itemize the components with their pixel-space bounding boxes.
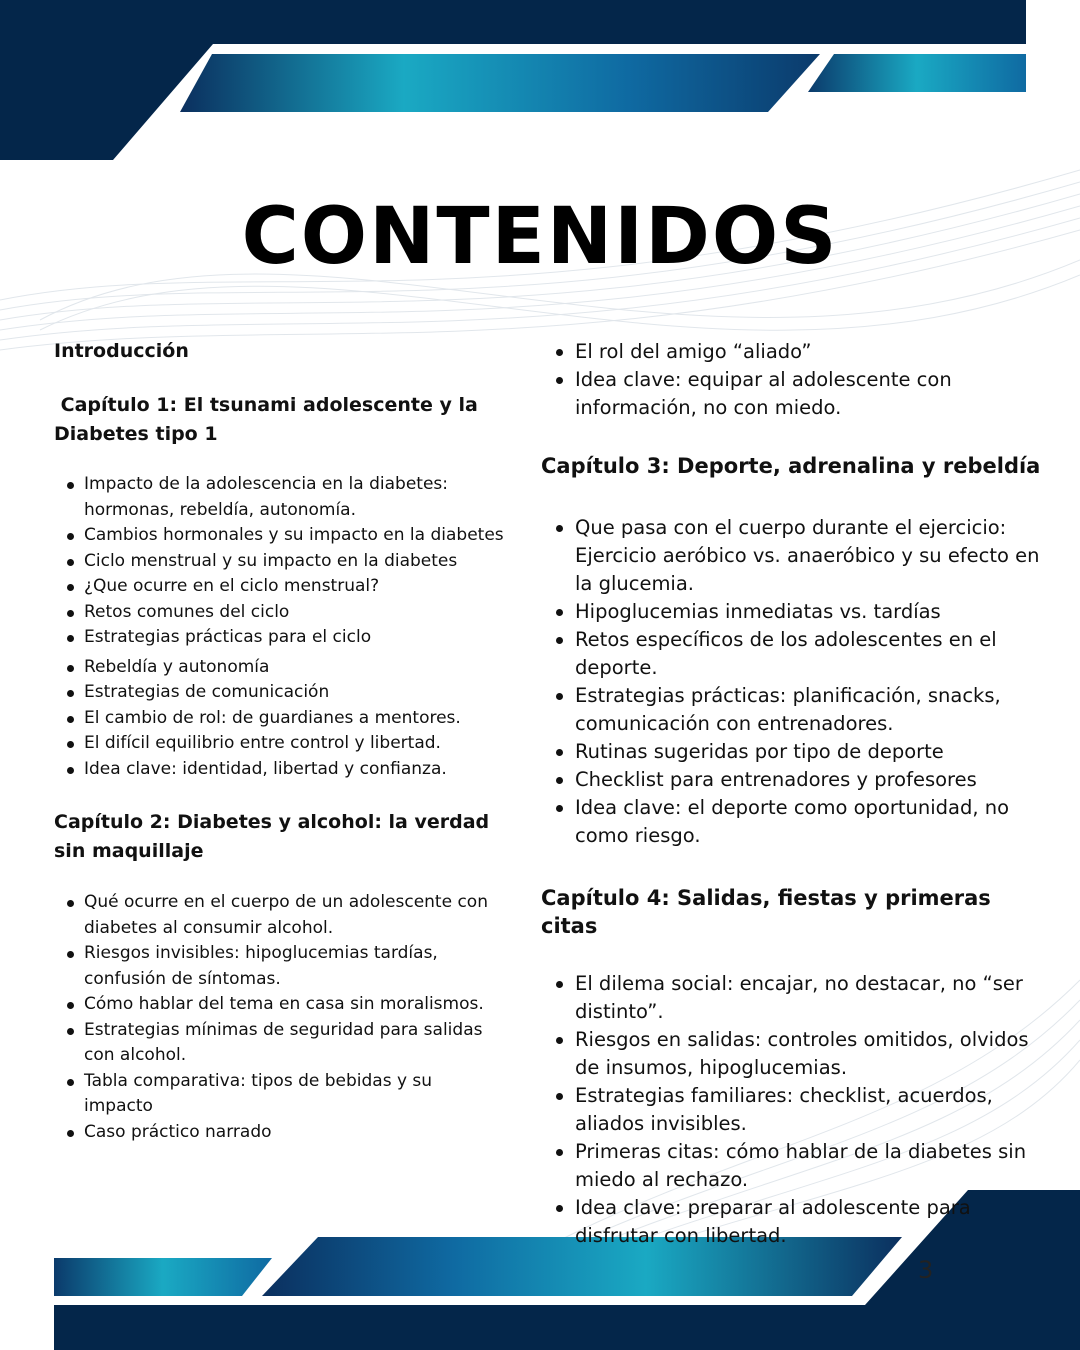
list-item: Estrategias mínimas de seguridad para salidas con alcohol. xyxy=(54,1018,504,1069)
chapter-2-title: Capítulo 2: Diabetes y alcohol: la verdad sin maquillaje xyxy=(54,811,490,862)
list-item: Caso práctico narrado xyxy=(54,1120,504,1146)
list-item: Retos específicos de los adolescentes en el deporte. xyxy=(541,626,1051,682)
chapter-1-title: Capítulo 1: El tsunami adolescente y la Diabetes tipo 1 xyxy=(54,394,485,445)
chapter-3-list xyxy=(541,514,1051,850)
top-gradient-stripe-small xyxy=(808,54,1026,92)
left-column xyxy=(54,338,504,1145)
list-item: Retos comunes del ciclo xyxy=(54,600,504,626)
chapter-4-list xyxy=(541,970,1051,1250)
list-item: Estrategias prácticas: planificación, snacks, comunicación con entrenadores. xyxy=(541,682,1051,738)
right-column xyxy=(541,338,1051,1250)
chapter-2-continued-list xyxy=(541,338,1051,422)
chapter-2-list xyxy=(54,890,504,1145)
list-item: El rol del amigo “aliado” xyxy=(541,338,1051,366)
chapter-4-title: Capítulo 4: Salidas, fiestas y primeras citas xyxy=(541,886,991,938)
list-item: El cambio de rol: de guardianes a mentores. xyxy=(54,706,504,732)
list-item: El dilema social: encajar, no destacar, no “ser distinto”. xyxy=(541,970,1051,1026)
bottom-gradient-stripe-small xyxy=(54,1258,272,1296)
toc-introduction: Introducción xyxy=(54,340,189,362)
list-item: Riesgos invisibles: hipoglucemias tardías, confusión de síntomas. xyxy=(54,941,504,992)
list-item: Qué ocurre en el cuerpo de un adolescente con diabetes al consumir alcohol. xyxy=(54,890,504,941)
list-item: Tabla comparativa: tipos de bebidas y su impacto xyxy=(54,1069,504,1120)
list-item: Idea clave: equipar al adolescente con información, no con miedo. xyxy=(541,366,1051,422)
list-item: Primeras citas: cómo hablar de la diabetes sin miedo al rechazo. xyxy=(541,1138,1051,1194)
list-item: Estrategias de comunicación xyxy=(54,680,504,706)
list-item: Riesgos en salidas: controles omitidos, olvidos de insumos, hipoglucemias. xyxy=(541,1026,1051,1082)
list-item: Cómo hablar del tema en casa sin moralismos. xyxy=(54,992,504,1018)
list-item: Checklist para entrenadores y profesores xyxy=(541,766,1051,794)
list-item: Idea clave: el deporte como oportunidad, no como riesgo. xyxy=(541,794,1051,850)
list-item: Impacto de la adolescencia en la diabetes: hormonas, rebeldía, autonomía. xyxy=(54,472,504,523)
list-item: Hipoglucemias inmediatas vs. tardías xyxy=(541,598,1051,626)
top-gradient-stripe xyxy=(180,54,820,112)
list-item: Idea clave: identidad, libertad y confianza. xyxy=(54,757,504,783)
list-item: Rutinas sugeridas por tipo de deporte xyxy=(541,738,1051,766)
list-item: Rebeldía y autonomía xyxy=(54,655,504,681)
list-item: Cambios hormonales y su impacto en la diabetes xyxy=(54,523,504,549)
list-item: Estrategias prácticas para el ciclo xyxy=(54,625,504,651)
list-item: Que pasa con el cuerpo durante el ejercicio: Ejercicio aeróbico vs. anaeróbico y su efecto en la glucemia. xyxy=(541,514,1051,598)
page-title: CONTENIDOS xyxy=(241,192,839,282)
chapter-3-title: Capítulo 3: Deporte, adrenalina y rebeldía xyxy=(541,454,1041,478)
page-number: 3 xyxy=(918,1256,934,1284)
list-item: Estrategias familiares: checklist, acuerdos, aliados invisibles. xyxy=(541,1082,1051,1138)
chapter-1-list xyxy=(54,472,504,782)
list-item: El difícil equilibrio entre control y libertad. xyxy=(54,731,504,757)
list-item: Idea clave: preparar al adolescente para disfrutar con libertad. xyxy=(541,1194,1051,1250)
list-item: ¿Que ocurre en el ciclo menstrual? xyxy=(54,574,504,600)
list-item: Ciclo menstrual y su impacto en la diabetes xyxy=(54,549,504,575)
